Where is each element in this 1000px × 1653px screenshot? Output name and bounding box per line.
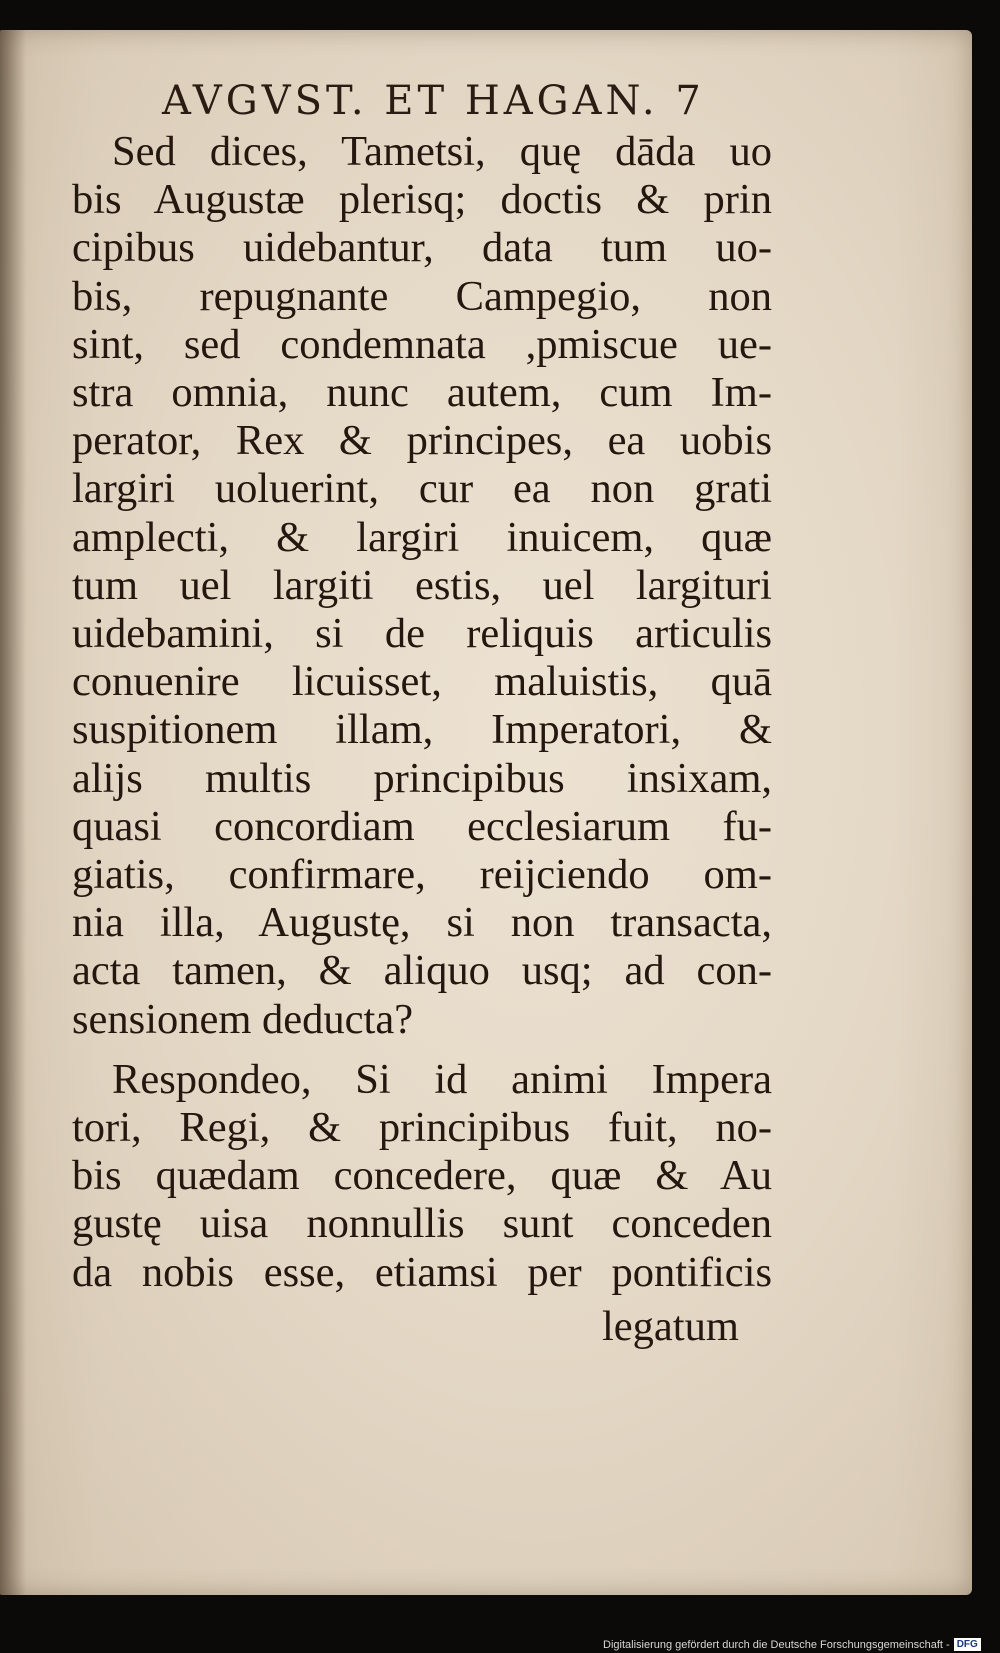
text-line: da nobis esse, etiamsi per pontificis xyxy=(72,1248,772,1296)
paragraph-gap xyxy=(72,1044,772,1056)
body-text xyxy=(72,128,772,1297)
text-line: quasi concordiam ecclesiarum fu- xyxy=(72,802,772,850)
text-line: Respondeo, Si id animi Impera xyxy=(112,1055,772,1103)
catchword: legatum xyxy=(602,1303,739,1350)
digitization-footer xyxy=(603,1636,981,1653)
text-line: nia illa, Augustę, si non transacta, xyxy=(72,899,772,947)
text-line: largiri uoluerint, cur ea non grati xyxy=(72,465,772,513)
text-line: giatis, confirmare, reijciendo om- xyxy=(72,851,772,899)
running-head: AVGVST. ET HAGAN. 7 xyxy=(162,78,705,124)
paragraph-2 xyxy=(72,1056,772,1297)
text-line: acta tamen, & aliquo usq; ad con- xyxy=(72,947,772,995)
text-line: sensionem deducta? xyxy=(72,995,414,1043)
page-gutter-shadow xyxy=(0,30,26,1595)
paragraph-1 xyxy=(72,128,772,1044)
text-line: perator, Rex & principes, ea uobis xyxy=(72,417,772,465)
text-line: alijs multis principibus insixam, xyxy=(72,754,772,802)
text-line: bis quædam concedere, quæ & Au xyxy=(72,1152,772,1200)
text-line: tori, Regi, & principibus fuit, no- xyxy=(72,1104,772,1152)
text-line: gustę uisa nonnullis sunt conceden xyxy=(72,1200,772,1248)
text-line: bis Augustæ plerisq; doctis & prin xyxy=(72,176,772,224)
footer-credit: Digitalisierung gefördert durch die Deutsche Forschungsgemeinschaft - xyxy=(603,1638,950,1651)
text-line: amplecti, & largiri inuicem, quæ xyxy=(72,513,772,561)
text-line: sint, sed condemnata ,pmiscue ue- xyxy=(72,320,772,368)
text-line: stra omnia, nunc autem, cum Im- xyxy=(72,369,772,417)
text-line: cipibus uidebantur, data tum uo- xyxy=(72,224,772,272)
text-line: bis, repugnante Campegio, non xyxy=(72,272,772,320)
text-line: Sed dices, Tametsi, quę dāda uo xyxy=(112,128,772,175)
text-line: uidebamini, si de reliquis articulis xyxy=(72,610,772,658)
dfg-logo-icon: DFG xyxy=(954,1638,981,1651)
text-line: conuenire licuisset, maluistis, quā xyxy=(72,658,772,706)
text-line: tum uel largiti estis, uel largituri xyxy=(72,561,772,609)
text-line: suspitionem illam, Imperatori, & xyxy=(72,706,772,754)
